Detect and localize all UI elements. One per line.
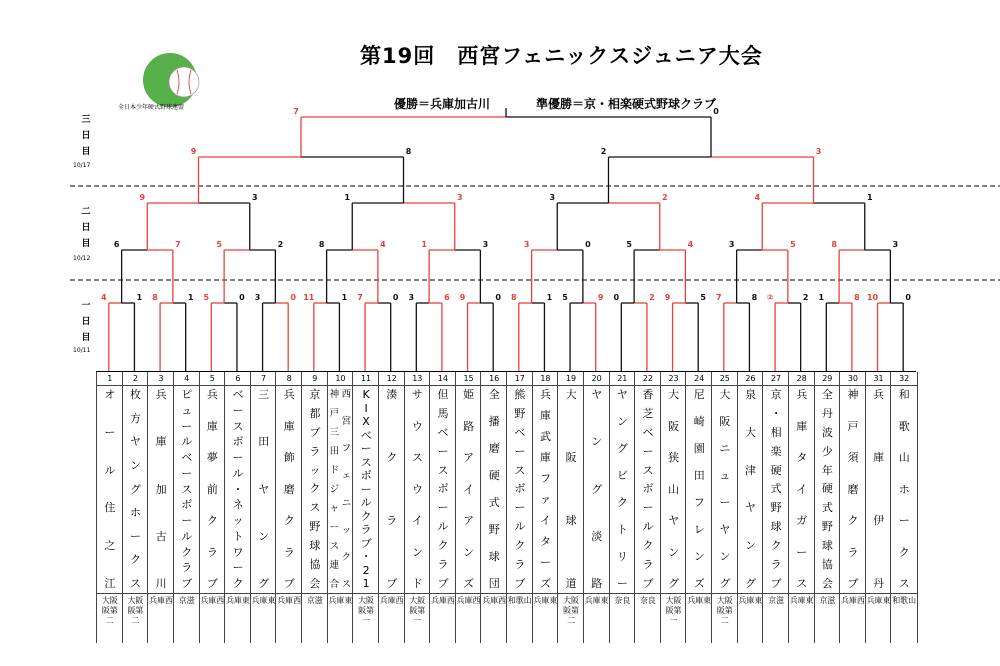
team-column xyxy=(737,372,764,643)
team-region: 兵庫東 xyxy=(533,596,558,605)
score-label: 9 xyxy=(190,147,197,156)
team-column xyxy=(327,372,354,643)
team-number: 25 xyxy=(712,372,738,386)
score-label: 0 xyxy=(713,107,719,116)
score-label: 1 xyxy=(818,293,825,302)
team-number: 14 xyxy=(430,372,456,386)
score-label: 1 xyxy=(136,293,143,302)
team-region: 和歌山 xyxy=(507,596,532,605)
score-label: 2 xyxy=(649,293,655,302)
team-number: 30 xyxy=(840,372,866,386)
team-region: 兵庫東 xyxy=(584,596,609,605)
team-name: 神 戸 須 磨 ク ラ ブ xyxy=(840,386,866,594)
day-date-3: 10/17 xyxy=(73,162,91,169)
score-label: 9 xyxy=(597,293,604,302)
team-number: 17 xyxy=(507,372,533,386)
score-label: 0 xyxy=(613,293,620,302)
team-name: 神 戸 三 田 ド ジ ャ ー ス 連 合 西 宮 フ ェ ニ ッ ク ス xyxy=(328,386,354,594)
team-number: 8 xyxy=(276,372,302,386)
team-number: 16 xyxy=(481,372,507,386)
team-number: 9 xyxy=(302,372,328,386)
team-column xyxy=(301,372,328,643)
score-label: 5 xyxy=(626,240,632,249)
team-name: 大 阪 ニ ュ ー ヤ ン グ xyxy=(712,386,738,594)
team-column xyxy=(685,372,712,643)
team-region: 兵庫東 xyxy=(687,596,712,605)
team-number: 26 xyxy=(738,372,764,386)
team-entries-table xyxy=(96,371,916,643)
score-label: 2 xyxy=(277,240,284,249)
team-region: 奈良 xyxy=(614,596,631,605)
score-label: 6 xyxy=(113,240,120,249)
score-label: 5 xyxy=(790,240,796,249)
team-number: 6 xyxy=(225,372,251,386)
team-number: 13 xyxy=(405,372,431,386)
team-name: K I X ベ ー ス ボ ー ル ク ラ ブ ・ 2 1 xyxy=(353,386,379,594)
team-name: 兵 庫 加 古 川 xyxy=(148,386,174,594)
team-region: 兵庫東 xyxy=(328,596,353,605)
team-region: 兵庫東 xyxy=(225,596,250,605)
score-label: 2 xyxy=(802,293,809,302)
team-column xyxy=(250,372,277,643)
team-number: 2 xyxy=(123,372,149,386)
team-region: 兵庫西 xyxy=(456,596,481,605)
score-label: 8 xyxy=(831,240,837,249)
score-label: 5 xyxy=(203,293,210,302)
score-label: 8 xyxy=(405,147,412,156)
team-column xyxy=(455,372,482,643)
team-name: 兵 庫 夢 前 ク ラ ブ xyxy=(200,386,226,594)
team-number: 3 xyxy=(148,372,174,386)
team-column xyxy=(122,372,149,643)
team-name: 大 阪 球 道 xyxy=(558,386,584,594)
score-label: 4 xyxy=(754,193,761,202)
team-column xyxy=(890,372,918,643)
team-column xyxy=(199,372,226,643)
score-label: 4 xyxy=(687,240,694,249)
team-region: 和歌山 xyxy=(892,596,917,605)
score-label: 0 xyxy=(392,293,399,302)
team-column xyxy=(839,372,866,643)
team-region: 大阪 阪第 二 xyxy=(101,596,118,625)
score-label: 8 xyxy=(751,293,758,302)
score-label: 11 xyxy=(303,293,315,302)
score-label: ② xyxy=(766,293,774,302)
team-name: 大 阪 狭 山 ヤ ン グ xyxy=(661,386,687,594)
score-label: 3 xyxy=(549,193,556,202)
team-name: ヤ ン グ 淡 路 xyxy=(584,386,610,594)
team-name: 兵 庫 タ イ ガ ー ス xyxy=(789,386,815,594)
score-label: 7 xyxy=(716,293,722,302)
team-name: 兵 庫 飾 磨 ク ラ ブ xyxy=(276,386,302,594)
score-label: 5 xyxy=(700,293,706,302)
team-region: 兵庫東 xyxy=(866,596,891,605)
team-number: 12 xyxy=(379,372,405,386)
team-name: 湊 ク ラ ブ xyxy=(379,386,405,594)
team-region: 兵庫西 xyxy=(200,596,225,605)
score-label: 8 xyxy=(152,293,158,302)
score-label: 3 xyxy=(728,240,735,249)
score-label: 1 xyxy=(421,240,427,249)
team-region: 京滋 xyxy=(178,596,195,605)
score-label: 4 xyxy=(101,293,107,302)
score-label: 3 xyxy=(254,293,261,302)
team-number: 24 xyxy=(686,372,712,386)
team-name: ピ ュ ー ル ベ ー ス ボ ー ル ク ラ ブ xyxy=(174,386,200,594)
score-label: 0 xyxy=(585,240,591,249)
score-label: 3 xyxy=(482,240,489,249)
team-number: 18 xyxy=(533,372,559,386)
team-column xyxy=(404,372,431,643)
team-name: 姫 路 ア イ ア ン ズ xyxy=(456,386,482,594)
team-name: 熊 野 ベ ー ス ボ ー ル ク ラ ブ xyxy=(507,386,533,594)
team-region: 兵庫西 xyxy=(149,596,174,605)
team-region: 兵庫東 xyxy=(789,596,814,605)
team-column xyxy=(557,372,584,643)
team-name: オ ー ル 住 之 江 xyxy=(97,386,123,594)
score-label: 0 xyxy=(495,293,501,302)
team-column xyxy=(583,372,610,643)
team-name: ヤ ン グ ビ ク ト リ ー xyxy=(610,386,636,594)
team-column xyxy=(275,372,302,643)
team-region: 京滋 xyxy=(306,596,323,605)
team-region: 京滋 xyxy=(768,596,785,605)
team-name: 全 丹 波 少 年 硬 式 野 球 協 会 xyxy=(815,386,841,594)
team-column xyxy=(147,372,174,643)
team-column xyxy=(865,372,892,643)
team-region: 大阪 阪第 二 xyxy=(716,596,733,625)
team-number: 4 xyxy=(174,372,200,386)
score-label: 3 xyxy=(456,193,463,202)
team-region: 兵庫西 xyxy=(277,596,302,605)
score-label: 3 xyxy=(408,293,415,302)
score-label: 2 xyxy=(661,193,668,202)
score-label: 8 xyxy=(318,240,325,249)
team-number: 19 xyxy=(558,372,584,386)
team-name: 京 ・ 相 楽 硬 式 野 球 ク ラ ブ xyxy=(763,386,789,594)
team-number: 5 xyxy=(200,372,226,386)
team-column xyxy=(711,372,738,643)
team-number: 21 xyxy=(610,372,636,386)
team-number: 22 xyxy=(635,372,661,386)
team-column xyxy=(762,372,789,643)
team-name: 三 田 ヤ ン グ xyxy=(251,386,277,594)
score-label: 1 xyxy=(344,193,351,202)
score-label: 3 xyxy=(892,240,899,249)
score-label: 0 xyxy=(905,293,911,302)
team-number: 7 xyxy=(251,372,277,386)
team-number: 20 xyxy=(584,372,610,386)
team-region: 大阪 阪第 一 xyxy=(409,596,426,625)
team-name: 泉 大 津 ヤ ン グ xyxy=(738,386,764,594)
team-number: 31 xyxy=(866,372,892,386)
team-column xyxy=(634,372,661,643)
team-name: 京 都 ブ ラ ッ ク ス 野 球 協 会 xyxy=(302,386,328,594)
team-column xyxy=(352,372,379,643)
score-label: 9 xyxy=(664,293,671,302)
score-label: 6 xyxy=(444,293,450,302)
team-number: 28 xyxy=(789,372,815,386)
team-number: 23 xyxy=(661,372,687,386)
team-region: 大阪 阪第 一 xyxy=(358,596,375,625)
score-label: 9 xyxy=(139,193,146,202)
team-name: サ ウ ス ウ イ ン ド xyxy=(405,386,431,594)
team-number: 29 xyxy=(815,372,841,386)
team-region: 兵庫東 xyxy=(738,596,763,605)
score-label: 1 xyxy=(341,293,348,302)
team-region: 兵庫西 xyxy=(482,596,507,605)
team-region: 兵庫西 xyxy=(840,596,865,605)
team-number: 27 xyxy=(763,372,789,386)
team-name: 香 芝 ベ ー ス ボ ー ル ク ラ ブ xyxy=(635,386,661,594)
team-name: 枚 方 ヤ ン グ ホ ー ク ス xyxy=(123,386,149,594)
team-column xyxy=(429,372,456,643)
day-date-2: 10/12 xyxy=(73,255,91,262)
score-label: 7 xyxy=(175,240,181,249)
team-column xyxy=(506,372,533,643)
day-label-3: 三 日 目 xyxy=(81,115,91,157)
team-region: 兵庫西 xyxy=(379,596,404,605)
team-name: 兵 庫 武 庫 フ ァ イ タ ー ズ xyxy=(533,386,559,594)
score-label: 5 xyxy=(216,240,222,249)
day-date-1: 10/11 xyxy=(73,347,91,354)
score-label: 0 xyxy=(290,293,296,302)
team-number: 15 xyxy=(456,372,482,386)
score-label: 1 xyxy=(546,293,553,302)
score-label: 3 xyxy=(815,147,822,156)
team-number: 11 xyxy=(353,372,379,386)
day-label-2: 二 日 目 xyxy=(81,207,91,249)
score-label: 7 xyxy=(357,293,363,302)
team-column xyxy=(224,372,251,643)
score-label: 3 xyxy=(251,193,258,202)
team-number: 1 xyxy=(97,372,123,386)
team-name: 和 歌 山 ホ ー ク ス xyxy=(891,386,917,594)
logo-caption: 全日本少年硬式野球連盟 xyxy=(118,104,185,111)
team-column xyxy=(660,372,687,643)
page-title: 第19回 西宮フェニックスジュニア大会 xyxy=(360,44,763,68)
score-label: 3 xyxy=(523,240,530,249)
team-column xyxy=(788,372,815,643)
team-column xyxy=(532,372,559,643)
team-region: 京滋 xyxy=(819,596,836,605)
team-region: 兵庫西 xyxy=(430,596,455,605)
score-label: 2 xyxy=(600,147,607,156)
team-column xyxy=(96,372,123,643)
team-region: 大阪 阪第 二 xyxy=(563,596,580,625)
score-label: 5 xyxy=(562,293,568,302)
team-name: 全 播 磨 硬 式 野 球 団 xyxy=(481,386,507,594)
team-column xyxy=(609,372,636,643)
team-region: 大阪 阪第 一 xyxy=(665,596,682,625)
score-label: 0 xyxy=(239,293,245,302)
score-label: 10 xyxy=(866,293,879,302)
champion-text: 優勝＝兵庫加古川 xyxy=(394,97,491,111)
team-name: 但 馬 ベ ー ス ボ ー ル ク ラ ブ xyxy=(430,386,456,594)
team-name: 尼 崎 園 田 フ レ ン ズ xyxy=(686,386,712,594)
score-label: 1 xyxy=(866,193,873,202)
score-label: 9 xyxy=(459,293,466,302)
team-name: ベ ー ス ボ ー ル ・ ネ ッ ト ワ ー ク xyxy=(225,386,251,594)
day-label-1: 一 日 目 xyxy=(81,301,91,343)
team-region: 奈良 xyxy=(639,596,656,605)
score-label: 1 xyxy=(187,293,194,302)
score-label: 8 xyxy=(511,293,517,302)
team-name: 兵 庫 伊 丹 xyxy=(866,386,892,594)
team-column xyxy=(378,372,405,643)
runner-up-text: 準優勝＝京・相楽硬式野球クラブ xyxy=(536,97,717,111)
team-number: 10 xyxy=(328,372,354,386)
score-label: 4 xyxy=(380,240,386,249)
team-region: 大阪 阪第 二 xyxy=(127,596,144,625)
score-label: 7 xyxy=(293,107,299,116)
team-column xyxy=(173,372,200,643)
team-column xyxy=(480,372,507,643)
team-column xyxy=(814,372,841,643)
team-region: 兵庫東 xyxy=(251,596,276,605)
team-number: 32 xyxy=(891,372,917,386)
score-label: 8 xyxy=(854,293,860,302)
